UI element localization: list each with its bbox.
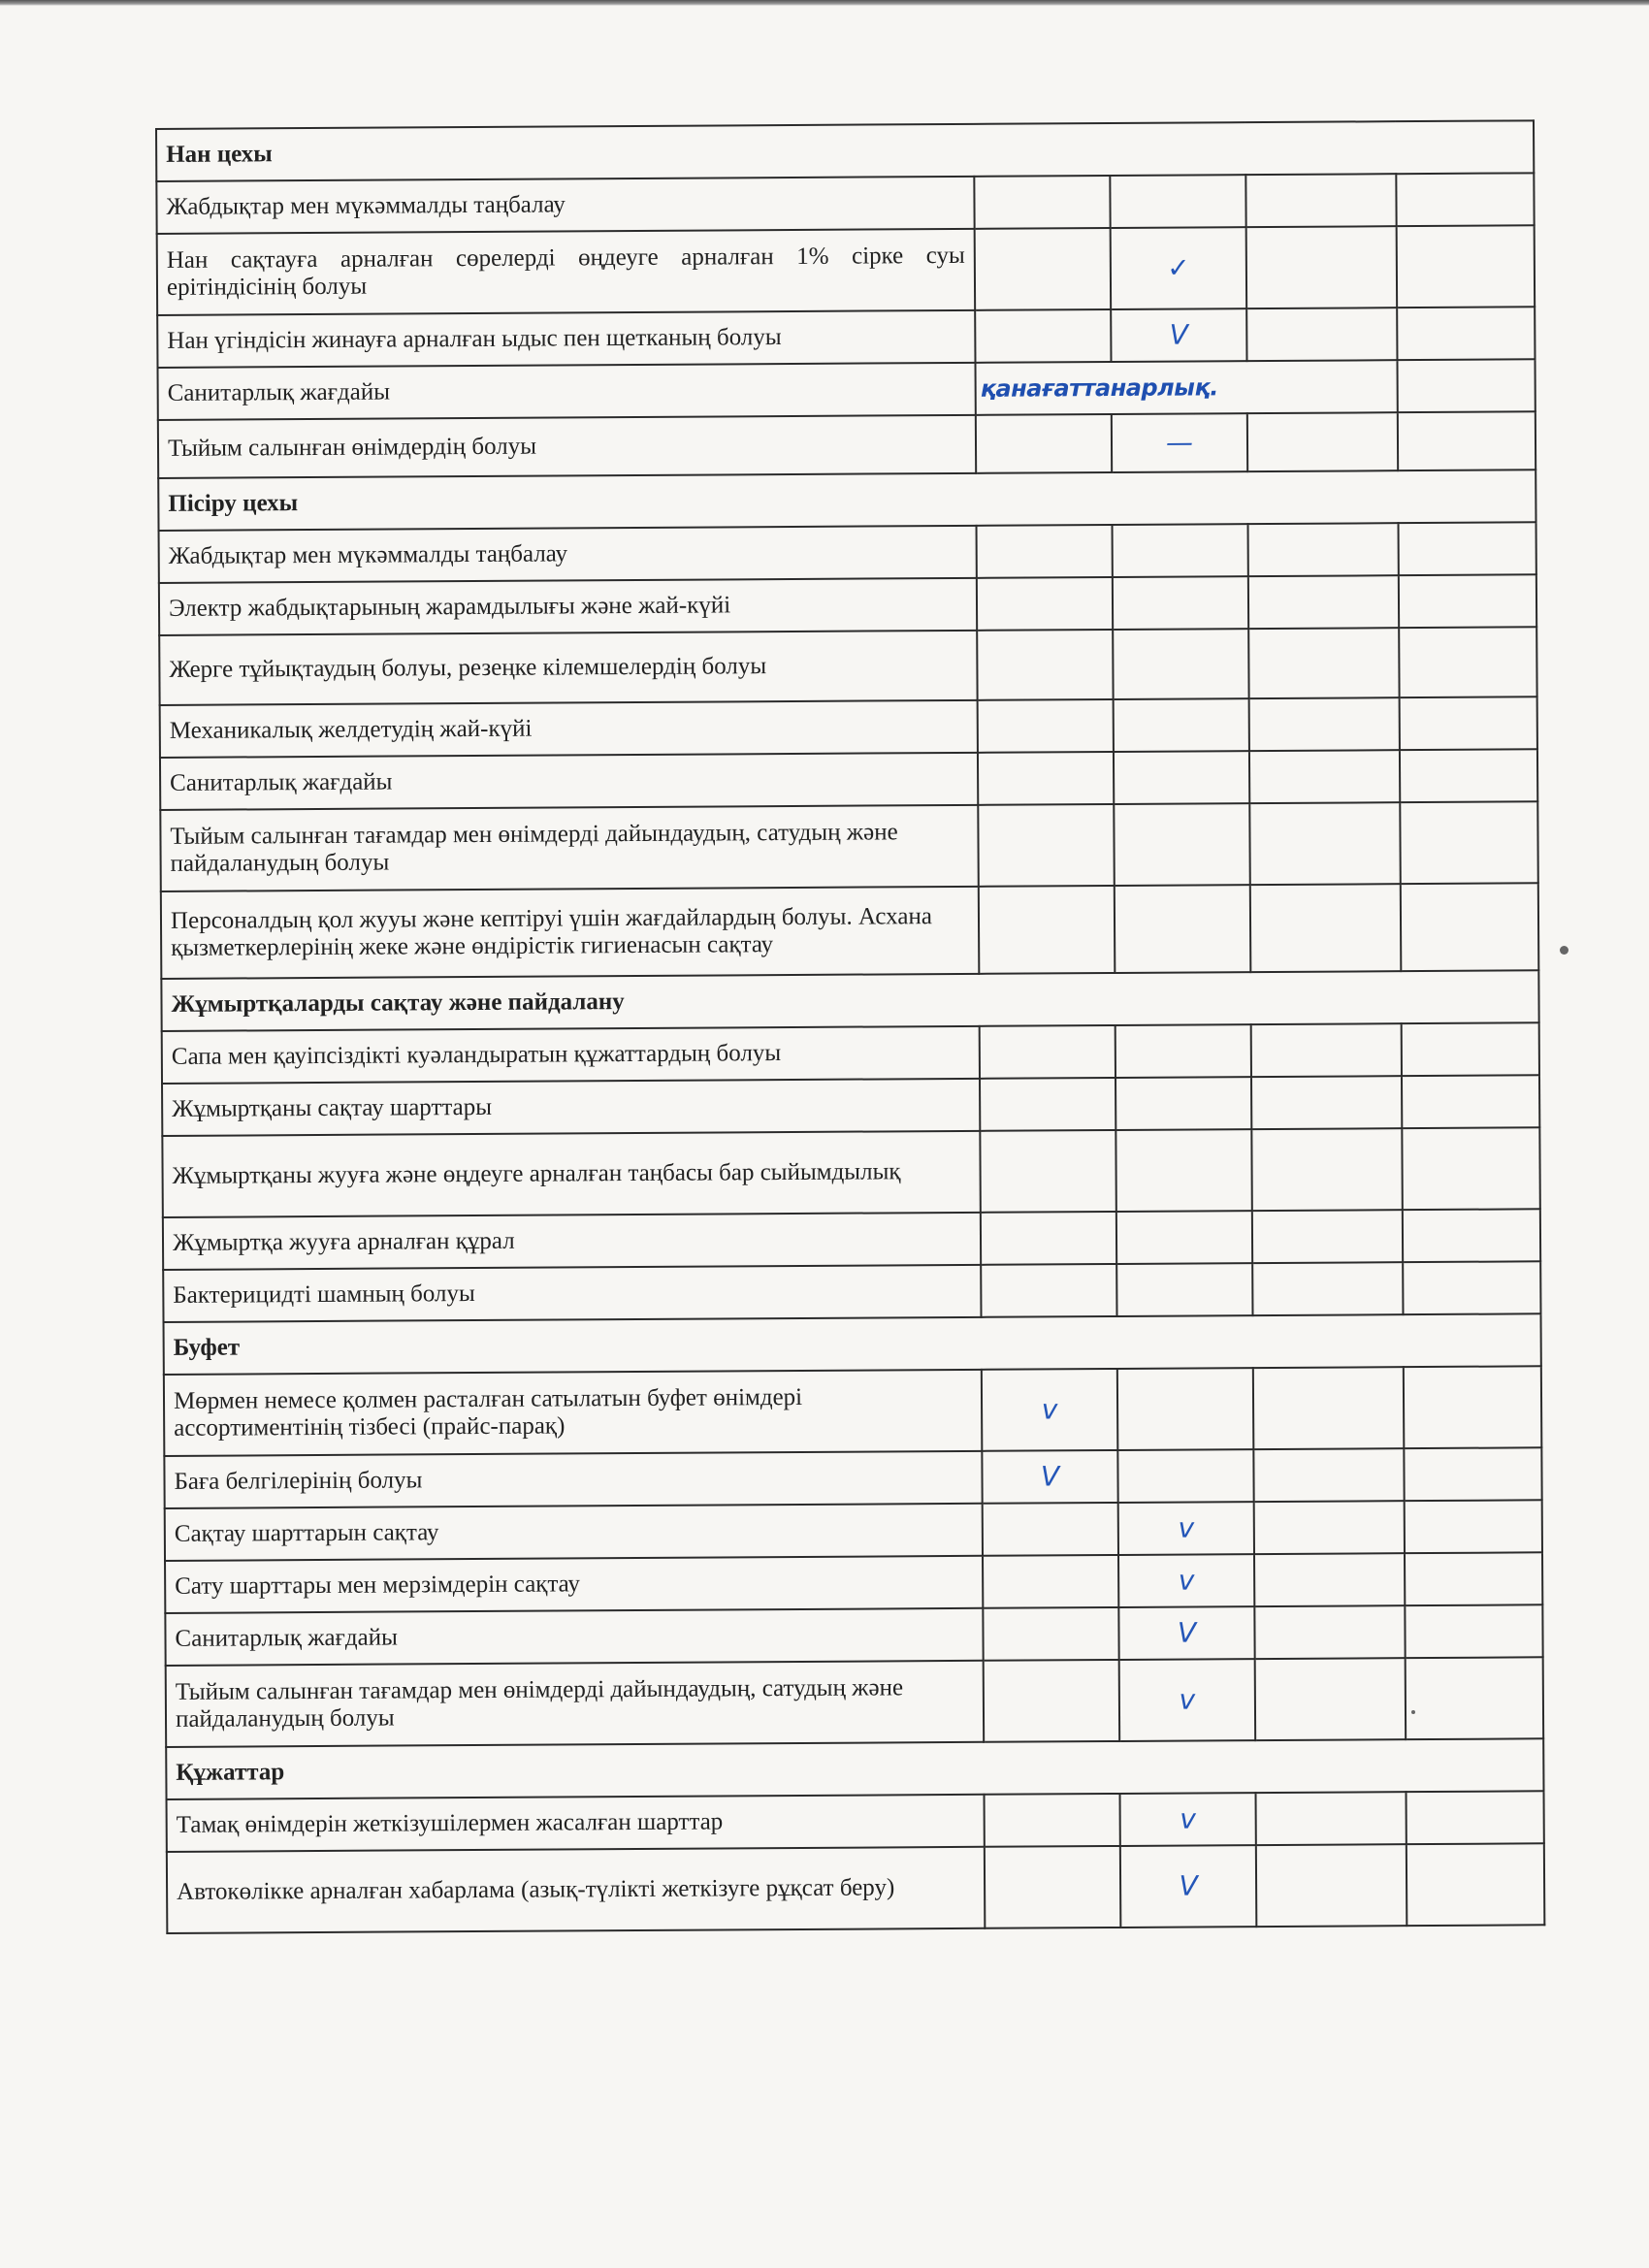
mark-cell [1116, 1077, 1251, 1130]
checklist-item-label: Жабдықтар мен мүкәммалды таңбалау [156, 177, 974, 234]
table-row [160, 749, 1537, 810]
mark-cell [1249, 697, 1400, 751]
mark-cell [1248, 523, 1399, 576]
mark-cell [1116, 1129, 1252, 1212]
check-mark: V [1111, 308, 1246, 362]
checklist-item-label: Электр жабдықтарының жарамдылығы және жай-күйі [159, 578, 977, 635]
check-mark: V [982, 1450, 1117, 1504]
mark-cell [1397, 307, 1535, 360]
section-header-row [158, 470, 1536, 531]
mark-cell [1248, 628, 1399, 698]
mark-cell [1117, 1368, 1254, 1450]
mark-cell [1398, 411, 1536, 470]
mark-cell [1401, 883, 1539, 971]
mark-cell [1116, 1211, 1252, 1264]
check-mark: — [1112, 413, 1247, 472]
mark-cell [1404, 1366, 1542, 1448]
table-row [163, 1209, 1540, 1270]
mark-cell [1397, 359, 1535, 412]
mark-cell [1255, 1658, 1406, 1740]
mark-cell [980, 1130, 1116, 1213]
mark-cell [1406, 1843, 1545, 1926]
mark-cell [1115, 885, 1251, 973]
mark-cell [1251, 1076, 1402, 1129]
table-row [158, 359, 1536, 420]
checklist-table [155, 119, 1545, 1934]
section-title: Жұмыртқаларды сақтау және пайдалану [161, 970, 1538, 1031]
mark-cell [1402, 1022, 1539, 1076]
inspection-checklist [155, 119, 1543, 1934]
mark-cell [978, 804, 1115, 887]
mark-cell [1113, 576, 1248, 630]
mark-cell [1403, 1209, 1540, 1262]
mark-cell [1254, 1553, 1405, 1606]
mark-cell [1247, 412, 1398, 471]
checklist-item-label: Персоналдың қол жууы және кептіруі үшін жағдайлардың болуы. Асхана қызметкерлерінің жеке және өндірістік гигиенасын сақтау [161, 887, 980, 979]
mark-cell [974, 176, 1110, 229]
mark-cell [985, 1794, 1120, 1847]
checklist-item-label: Санитарлық жағдайы [165, 1608, 983, 1666]
mark-cell [980, 1025, 1116, 1079]
mark-cell [1114, 698, 1249, 752]
checklist-item-label: Тыйым салынған тағамдар мен өнімдерді дайындаудың, сатудың және пайдаланудың болуы [160, 805, 978, 891]
checklist-item-label: Тамақ өнімдерін жеткізушілермен жасалған шарттар [167, 1795, 985, 1852]
section-title: Нан цехы [156, 120, 1534, 181]
mark-cell [1251, 1023, 1402, 1077]
table-row [158, 411, 1536, 478]
table-row [162, 1127, 1540, 1217]
check-mark: v [1118, 1554, 1254, 1607]
checklist-item-label: Бактерицидті шамның болуы [163, 1265, 981, 1322]
check-mark: V [1118, 1606, 1254, 1660]
mark-cell [1397, 225, 1536, 308]
mark-cell [1252, 1262, 1403, 1315]
table-row [160, 697, 1537, 758]
mark-cell [981, 1212, 1116, 1265]
mark-cell [1253, 1367, 1405, 1449]
section-header-row [166, 1738, 1543, 1799]
mark-cell [979, 886, 1116, 974]
checklist-item-label: Нан сақтауға арналған сөрелерді өңдеуге арналған 1% сірке суы ерітіндісінің болуы [157, 229, 975, 315]
mark-cell [1405, 1604, 1542, 1658]
table-row [161, 883, 1539, 979]
mark-cell [1254, 1605, 1405, 1659]
mark-cell [978, 752, 1114, 805]
table-row [159, 522, 1536, 583]
mark-cell [1400, 749, 1537, 802]
mark-cell [1246, 226, 1398, 308]
section-title: Құжаттар [166, 1738, 1543, 1799]
mark-cell [981, 1264, 1116, 1317]
checklist-item-label: Тыйым салынған тағамдар мен өнімдерді дайындаудың, сатудың және пайдаланудың болуы [166, 1661, 984, 1747]
scan-speck [1560, 946, 1568, 955]
checklist-item-label: Сату шарттары мен мерзімдерін сақтау [165, 1556, 983, 1613]
mark-cell [1399, 522, 1536, 575]
section-header-row [161, 970, 1538, 1031]
checklist-item-label: Сақтау шарттарын сақтау [165, 1504, 983, 1561]
checklist-item-label: Жұмыртқа жууға арналған құрал [163, 1213, 981, 1270]
table-row [167, 1791, 1544, 1852]
mark-cell [985, 1846, 1121, 1928]
table-row [167, 1843, 1545, 1933]
checklist-item-label: Жұмыртқаны сақтау шарттары [162, 1079, 980, 1136]
mark-cell [983, 1555, 1118, 1608]
handwritten-note: қанағаттанарлық. [975, 360, 1397, 415]
mark-cell [1110, 175, 1245, 228]
mark-cell [1117, 1449, 1253, 1503]
table-row [163, 1261, 1540, 1322]
mark-cell [1399, 627, 1536, 697]
mark-cell [1405, 1500, 1542, 1553]
mark-cell [983, 1503, 1118, 1556]
checklist-item-label: Санитарлық жағдайы [160, 753, 978, 810]
checklist-item-label: Жұмыртқаны жууға және өңдеуге арналған таңбасы бар сыйымдылық [162, 1131, 980, 1217]
table-row [160, 801, 1538, 891]
table-row [157, 307, 1535, 368]
mark-cell [975, 309, 1111, 363]
checklist-item-label: Санитарлық жағдайы [158, 363, 976, 420]
section-header-row [156, 120, 1534, 181]
checklist-item-label: Мөрмен немесе қолмен расталған сатылатын буфет өнімдері ассортиментінің тізбесі (прайс-парақ) [164, 1370, 982, 1456]
mark-cell [1116, 1024, 1251, 1078]
mark-cell [1113, 629, 1248, 699]
checklist-item-label: Жабдықтар мен мүкәммалды таңбалау [159, 526, 977, 583]
check-mark: V [1120, 1845, 1257, 1928]
mark-cell [1403, 1261, 1540, 1314]
table-row [156, 173, 1534, 234]
mark-cell [1406, 1791, 1544, 1844]
mark-cell [1256, 1844, 1407, 1927]
mark-cell [1249, 802, 1401, 885]
mark-cell [1245, 174, 1396, 227]
mark-cell [1248, 575, 1399, 629]
mark-cell [1250, 884, 1402, 972]
mark-cell [977, 577, 1113, 631]
mark-cell [1114, 751, 1249, 804]
mark-cell [1406, 1657, 1544, 1739]
mark-cell [978, 699, 1114, 753]
table-row [165, 1552, 1542, 1613]
table-row [165, 1500, 1542, 1561]
mark-cell [975, 228, 1112, 310]
scan-top-edge [0, 0, 1649, 6]
checklist-item-label: Сапа мен қауіпсіздікті куәландыратын құжаттардың болуы [162, 1026, 980, 1084]
mark-cell [1252, 1210, 1403, 1263]
mark-cell [1402, 1075, 1539, 1128]
mark-cell [1396, 173, 1534, 226]
mark-cell [980, 1078, 1116, 1131]
checklist-item-label: Механикалық желдетудің жай-күйі [160, 700, 978, 758]
checklist-item-label: Нан үгіндісін жинауға арналған ыдыс пен щетканың болуы [157, 310, 975, 368]
table-row [164, 1366, 1542, 1456]
section-header-row [164, 1313, 1541, 1375]
table-row [164, 1447, 1541, 1508]
check-mark: v [1119, 1659, 1256, 1741]
section-title: Пісіру цехы [158, 470, 1536, 531]
scan-speck [1411, 1710, 1415, 1714]
mark-cell [1400, 801, 1538, 884]
mark-cell [1404, 1447, 1541, 1501]
checklist-item-label: Тыйым салынған өнімдердің болуы [158, 415, 976, 478]
mark-cell [976, 414, 1112, 473]
check-mark: v [1120, 1793, 1256, 1846]
check-mark: ✓ [1111, 227, 1247, 309]
section-title: Буфет [164, 1313, 1541, 1375]
table-row [159, 627, 1536, 705]
table-row [162, 1022, 1539, 1084]
table-row [162, 1075, 1539, 1136]
mark-cell [1116, 1263, 1252, 1316]
checklist-item-label: Автокөлікке арналған хабарлама (азық-түлікті жеткізуге рұқсат беру) [167, 1847, 985, 1933]
mark-cell [1114, 803, 1250, 886]
mark-cell [1256, 1792, 1406, 1845]
checklist-item-label: Жерге тұйықтаудың болуы, резеңке кілемшелердің болуы [159, 631, 977, 705]
mark-cell [977, 525, 1113, 578]
mark-cell [1253, 1448, 1404, 1502]
mark-cell [1113, 524, 1248, 577]
table-row [159, 574, 1536, 635]
table-row [166, 1657, 1544, 1747]
checklist-item-label: Баға белгілерінің болуы [164, 1451, 982, 1508]
mark-cell [1249, 750, 1400, 803]
mark-cell [1399, 574, 1536, 628]
checklist-body [156, 120, 1544, 1933]
mark-cell [1402, 1127, 1540, 1210]
check-mark: v [1118, 1502, 1254, 1555]
mark-cell [1254, 1501, 1405, 1554]
check-mark: v [982, 1369, 1118, 1451]
mark-cell [1405, 1552, 1542, 1605]
mark-cell [1246, 308, 1397, 361]
mark-cell [984, 1660, 1120, 1742]
table-row [157, 225, 1536, 315]
mark-cell [1400, 697, 1537, 750]
mark-cell [977, 630, 1113, 700]
table-row [165, 1604, 1542, 1666]
mark-cell [1251, 1128, 1403, 1211]
mark-cell [983, 1607, 1118, 1661]
